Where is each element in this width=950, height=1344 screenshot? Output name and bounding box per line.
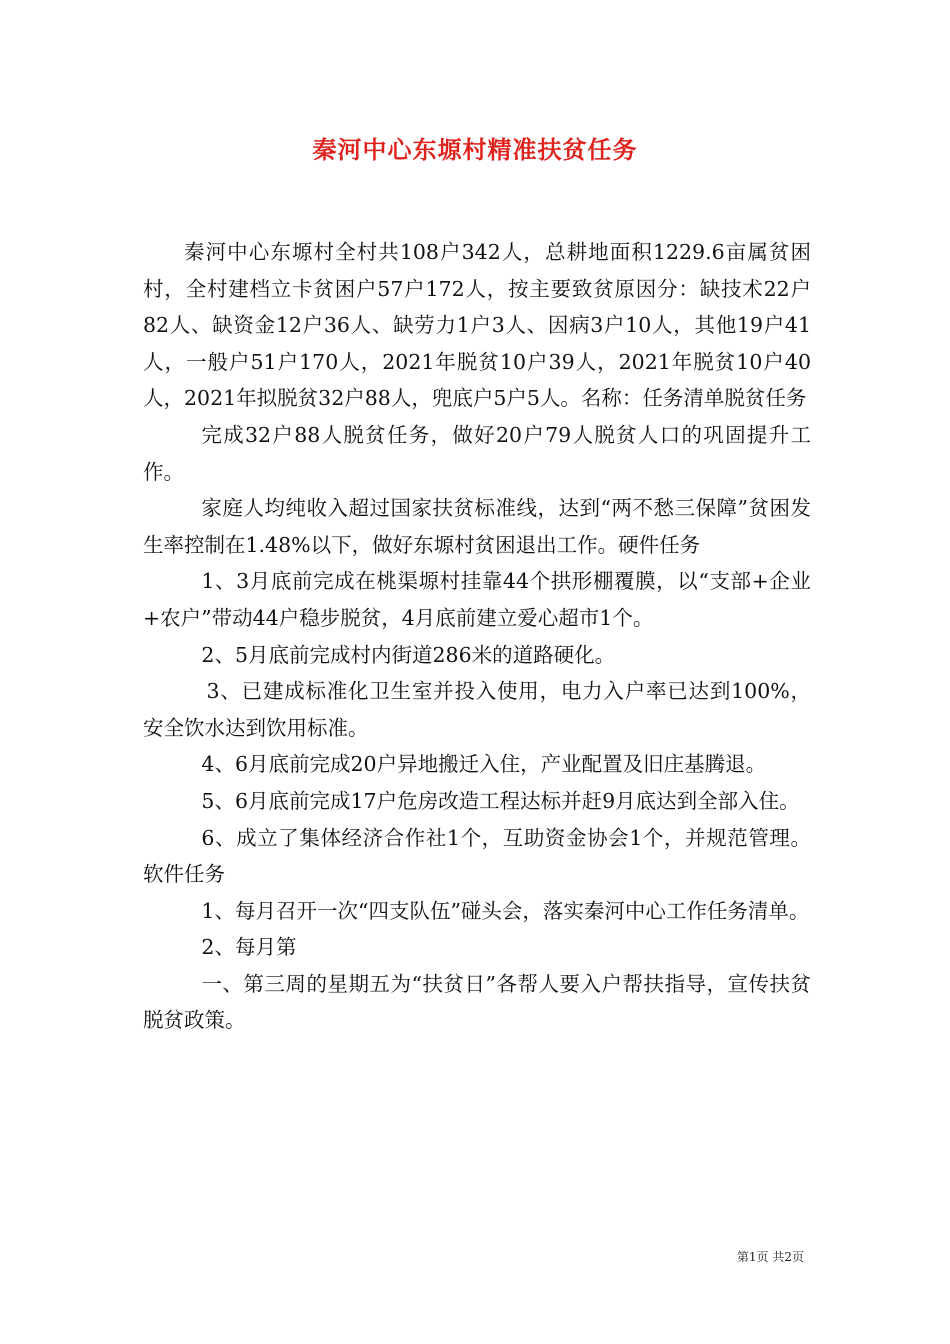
document-title: 秦河中心东塬村精准扶贫任务 — [312, 135, 638, 164]
paragraph: 6、成立了集体经济合作社1个，互助资金协会1个，并规范管理。软件任务 — [143, 825, 811, 887]
paragraph: 1、3月底前完成在桃渠塬村挂靠44个拱形棚覆膜，以“支部+企业+农户”带动44户稳步脱贫，4月底前建立爱心超市1个。 — [143, 569, 811, 630]
paragraph: 家庭人均纯收入超过国家扶贫标准线，达到“两不愁三保障”贫困发生率控制在1.48%以下，做好东塬村贫困退出工作。硬件任务 — [143, 496, 811, 557]
paragraph: 3、已建成标准化卫生室并投入使用，电力入户率已达到100%，安全饮水达到饮用标准。 — [143, 679, 811, 740]
page-number: 第1页 共2页 — [736, 1250, 804, 1264]
paragraph: 4、6月底前完成20户异地搬迁入住，产业配置及旧庄基腾退。 — [201, 752, 767, 777]
paragraph: 完成32户88人脱贫任务，做好20户79人脱贫人口的巩固提升工作。 — [143, 422, 811, 484]
paragraph: 一、第三周的星期五为“扶贫日”各帮人要入户帮扶指导，宣传扶贫脱贫政策。 — [143, 971, 811, 1033]
paragraph: 2、5月底前完成村内街道286米的道路硬化。 — [201, 642, 616, 667]
paragraph: 1、每月召开一次“四支队伍”碰头会，落实秦河中心工作任务清单。 — [201, 898, 810, 923]
paragraph: 2、每月第 — [201, 935, 297, 960]
paragraph: 5、6月底前完成17户危房改造工程达标并赶9月底达到全部入住。 — [201, 788, 800, 813]
document-body — [143, 234, 811, 1039]
paragraph: 秦河中心东塬村全村共108户342人，总耕地面积1229.6亩属贫困村，全村建档立卡贫困户57户172人，按主要致贫原因分：缺技术22户82人、缺资金12户36人、缺劳力1户3人、因病3户10人，其他19户41人，一般户51户170人，2021年脱贫10户39人，2021年脱贫10户40人，2021年拟脱贫32户88人，兜底户5户5人。名称：任务清单脱贫任务 — [143, 240, 811, 411]
